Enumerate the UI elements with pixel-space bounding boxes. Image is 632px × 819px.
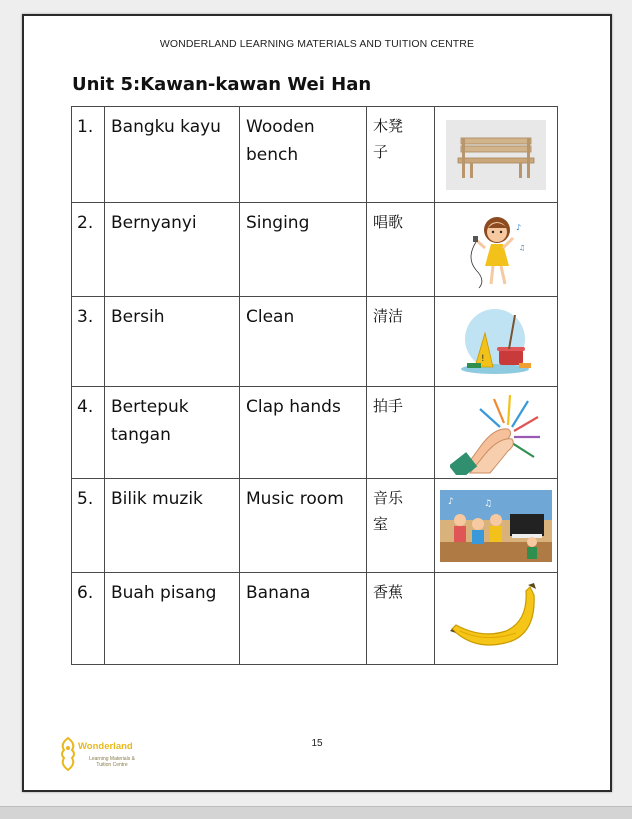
chinese-word: 香蕉 xyxy=(373,583,404,601)
chinese-word: 音乐 室 xyxy=(373,489,404,533)
cleaning-supplies-image xyxy=(435,297,558,387)
clapping-hands-image xyxy=(435,387,558,479)
malay-word: Bertepuk tangan xyxy=(111,397,189,445)
viewer-bottom-bar xyxy=(0,806,632,819)
logo-name: Wonderland xyxy=(78,741,133,752)
row-number: 6. xyxy=(77,583,94,603)
svg-text:♫: ♫ xyxy=(484,498,493,509)
wonderland-logo xyxy=(58,736,168,778)
table-row xyxy=(72,387,558,479)
malay-word: Bilik muzik xyxy=(111,489,203,509)
row-number: 1. xyxy=(77,117,94,137)
svg-text:♪: ♪ xyxy=(516,222,522,232)
music-room-image xyxy=(435,479,558,573)
svg-text:♪: ♪ xyxy=(448,496,454,507)
table-row xyxy=(72,203,558,297)
malay-word: Bangku kayu xyxy=(111,117,221,137)
english-word: Wooden bench xyxy=(246,117,315,165)
page-number: 15 xyxy=(311,738,323,749)
table-row xyxy=(72,573,558,665)
chinese-word: 拍手 xyxy=(373,397,404,415)
malay-word: Bersih xyxy=(111,307,165,327)
banana-image xyxy=(435,573,558,665)
wooden-bench-image xyxy=(435,107,558,203)
malay-word: Buah pisang xyxy=(111,583,217,603)
row-number: 3. xyxy=(77,307,94,327)
chinese-word: 唱歌 xyxy=(373,213,404,231)
logo-mark-icon xyxy=(58,736,78,772)
english-word: Clean xyxy=(246,307,295,327)
row-number: 4. xyxy=(77,397,94,417)
singing-girl-image xyxy=(435,203,558,297)
unit-title: Unit 5:Kawan-kawan Wei Han xyxy=(72,74,372,95)
row-number: 5. xyxy=(77,489,94,509)
document-page xyxy=(22,14,612,792)
chinese-word: 清洁 xyxy=(373,307,404,325)
table-row xyxy=(72,479,558,573)
svg-text:!: ! xyxy=(481,353,485,364)
english-word: Banana xyxy=(246,583,311,603)
table-row xyxy=(72,107,558,203)
vocabulary-table xyxy=(71,106,558,665)
english-word: Clap hands xyxy=(246,397,341,417)
chinese-word: 木凳 子 xyxy=(373,117,404,161)
svg-text:♫: ♫ xyxy=(519,243,526,252)
page-header: WONDERLAND LEARNING MATERIALS AND TUITION CENTRE xyxy=(159,38,475,50)
table-row xyxy=(72,297,558,387)
english-word: Music room xyxy=(246,489,344,509)
english-word: Singing xyxy=(246,213,310,233)
row-number: 2. xyxy=(77,213,94,233)
logo-subtitle: Learning Materials & Tuition Centre xyxy=(89,756,135,768)
malay-word: Bernyanyi xyxy=(111,213,197,233)
